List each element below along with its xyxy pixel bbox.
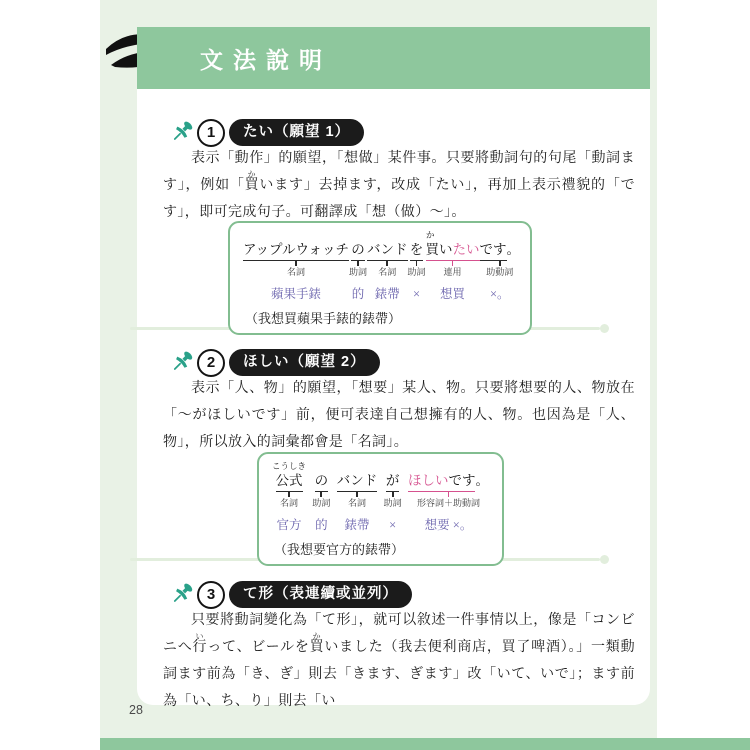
furigana-label bbox=[337, 461, 378, 472]
pos-label: 助詞 bbox=[407, 267, 426, 277]
furigana-label bbox=[408, 230, 426, 241]
pointer-tick bbox=[357, 261, 359, 266]
divider-dot bbox=[600, 555, 609, 564]
section-number: 1 bbox=[197, 119, 225, 147]
pointer-tick bbox=[416, 261, 418, 266]
furigana-label bbox=[384, 461, 402, 472]
furigana-label bbox=[367, 230, 408, 241]
japanese-word: を bbox=[410, 241, 424, 261]
section-badge: ほしい（願望 2） bbox=[229, 349, 380, 376]
pointer-tick bbox=[499, 261, 501, 266]
example-word bbox=[312, 461, 330, 532]
pointer-tick bbox=[288, 492, 290, 497]
pointer-tick bbox=[392, 492, 394, 497]
section-number: 2 bbox=[197, 349, 225, 377]
chinese-gloss: 的 bbox=[315, 518, 328, 532]
pointer-tick bbox=[295, 261, 297, 266]
pos-label: 形容詞＋助動詞 bbox=[416, 498, 480, 508]
japanese-word: です bbox=[480, 241, 507, 261]
sentence-translation: （我想要官方的錶帶） bbox=[274, 542, 405, 557]
page-title: 文法說明 bbox=[200, 46, 332, 73]
furigana-label: こうしき bbox=[272, 461, 307, 471]
example-word bbox=[367, 230, 408, 301]
section-paragraph: 只要將動詞變化為「て形」，就可以敘述一件事情以上，像是「コンビニへ行いって、ビールを買かいました（我去便利商店，買了啤酒）。」一類動詞ます前為「き、ぎ」則去「きます、ぎます」改「いて、いで」；ます前為「い、ち、り」則去「い bbox=[163, 613, 635, 709]
japanese-word: が bbox=[386, 472, 400, 492]
furigana-label: か bbox=[426, 230, 435, 240]
pos-label: 助動詞 bbox=[486, 267, 514, 277]
japanese-word: 公式 bbox=[276, 472, 303, 492]
chinese-gloss: 官方 bbox=[276, 518, 302, 532]
example-word bbox=[384, 461, 402, 532]
chinese-gloss: 想要 ×。 bbox=[424, 518, 473, 532]
example-word: です 。 助動詞 ×。 bbox=[480, 230, 521, 301]
sentence-translation: （我想買蘋果手錶的錶帶） bbox=[245, 311, 402, 326]
pushpin-icon bbox=[170, 120, 196, 146]
pointer-tick bbox=[452, 261, 454, 266]
chinese-gloss: 錶帶 bbox=[374, 287, 400, 301]
furigana-label bbox=[349, 230, 367, 241]
page-number: 28 bbox=[129, 703, 143, 717]
furigana-label bbox=[407, 461, 489, 472]
furigana-label bbox=[243, 230, 349, 241]
pos-label: 助詞 bbox=[312, 498, 331, 508]
pointer-tick bbox=[356, 492, 358, 497]
divider-dot bbox=[600, 324, 609, 333]
furigana-label bbox=[312, 461, 330, 472]
chinese-gloss: ×。 bbox=[489, 287, 510, 301]
chinese-gloss: 想買 bbox=[440, 287, 466, 301]
example-word bbox=[337, 461, 378, 532]
bottom-bar bbox=[100, 738, 750, 750]
pos-label: 連用 bbox=[443, 267, 462, 277]
pos-label: 名詞 bbox=[280, 498, 299, 508]
pointer-tick bbox=[448, 492, 450, 497]
chinese-gloss: 錶帶 bbox=[344, 518, 370, 532]
pos-label: 名詞 bbox=[286, 267, 305, 277]
japanese-word: アップルウォッチ bbox=[243, 241, 349, 261]
example-word: ほしいです 。 形容詞＋助動詞 想要 ×。 bbox=[408, 461, 489, 532]
header-bar bbox=[137, 27, 650, 89]
chinese-gloss: 的 bbox=[351, 287, 365, 301]
example-box bbox=[228, 221, 532, 335]
example-word bbox=[426, 230, 480, 301]
pointer-tick bbox=[386, 261, 388, 266]
furigana-word: 買か bbox=[309, 632, 325, 655]
japanese-word: バンド bbox=[337, 472, 378, 492]
example-word bbox=[243, 230, 349, 301]
chinese-gloss: × bbox=[389, 518, 397, 532]
section-badge: たい（願望 1） bbox=[229, 119, 364, 146]
japanese-word: 買いたい bbox=[426, 241, 480, 261]
pushpin-icon bbox=[170, 582, 196, 608]
japanese-word: ほしいです bbox=[408, 472, 476, 492]
japanese-word: バンド bbox=[367, 241, 408, 261]
section-paragraph: 表示「動作」的願望，「想做」某件事。只要將動詞句的句尾「動詞ます」，例如「買かいます」去掉ます，改成「たい」，再加上表示禮貌的「です」，即可完成句子。可翻譯成「想（做）～」。 bbox=[163, 151, 636, 220]
furigana-word: 買か bbox=[244, 170, 260, 193]
japanese-word: の bbox=[315, 472, 329, 492]
pushpin-icon bbox=[170, 350, 196, 376]
japanese-word: の bbox=[351, 241, 365, 261]
example-word bbox=[272, 461, 306, 532]
furigana-word: 行い bbox=[192, 632, 208, 655]
chinese-gloss: × bbox=[412, 287, 421, 301]
furigana-label bbox=[480, 230, 521, 241]
pos-label: 名詞 bbox=[347, 498, 366, 508]
pos-label: 名詞 bbox=[378, 267, 397, 277]
chinese-gloss: 蘋果手錶 bbox=[270, 287, 321, 301]
pos-label: 助詞 bbox=[383, 498, 402, 508]
pos-label: 助詞 bbox=[348, 267, 367, 277]
example-word bbox=[408, 230, 426, 301]
example-words-row bbox=[272, 461, 489, 532]
section-number: 3 bbox=[197, 581, 225, 609]
section-paragraph: 表示「人、物」的願望，「想要」某人、物。只要將想要的人、物放在「～がほしいです」前，便可表達自己想擁有的人、物。也因為是「人、物」，所以放入的詞彙都會是「名詞」。 bbox=[163, 381, 635, 450]
pointer-tick bbox=[320, 492, 322, 497]
example-words-row bbox=[243, 230, 521, 301]
example-box bbox=[257, 452, 504, 566]
example-word bbox=[349, 230, 367, 301]
section-badge: て形（表連續或並列） bbox=[229, 581, 412, 608]
